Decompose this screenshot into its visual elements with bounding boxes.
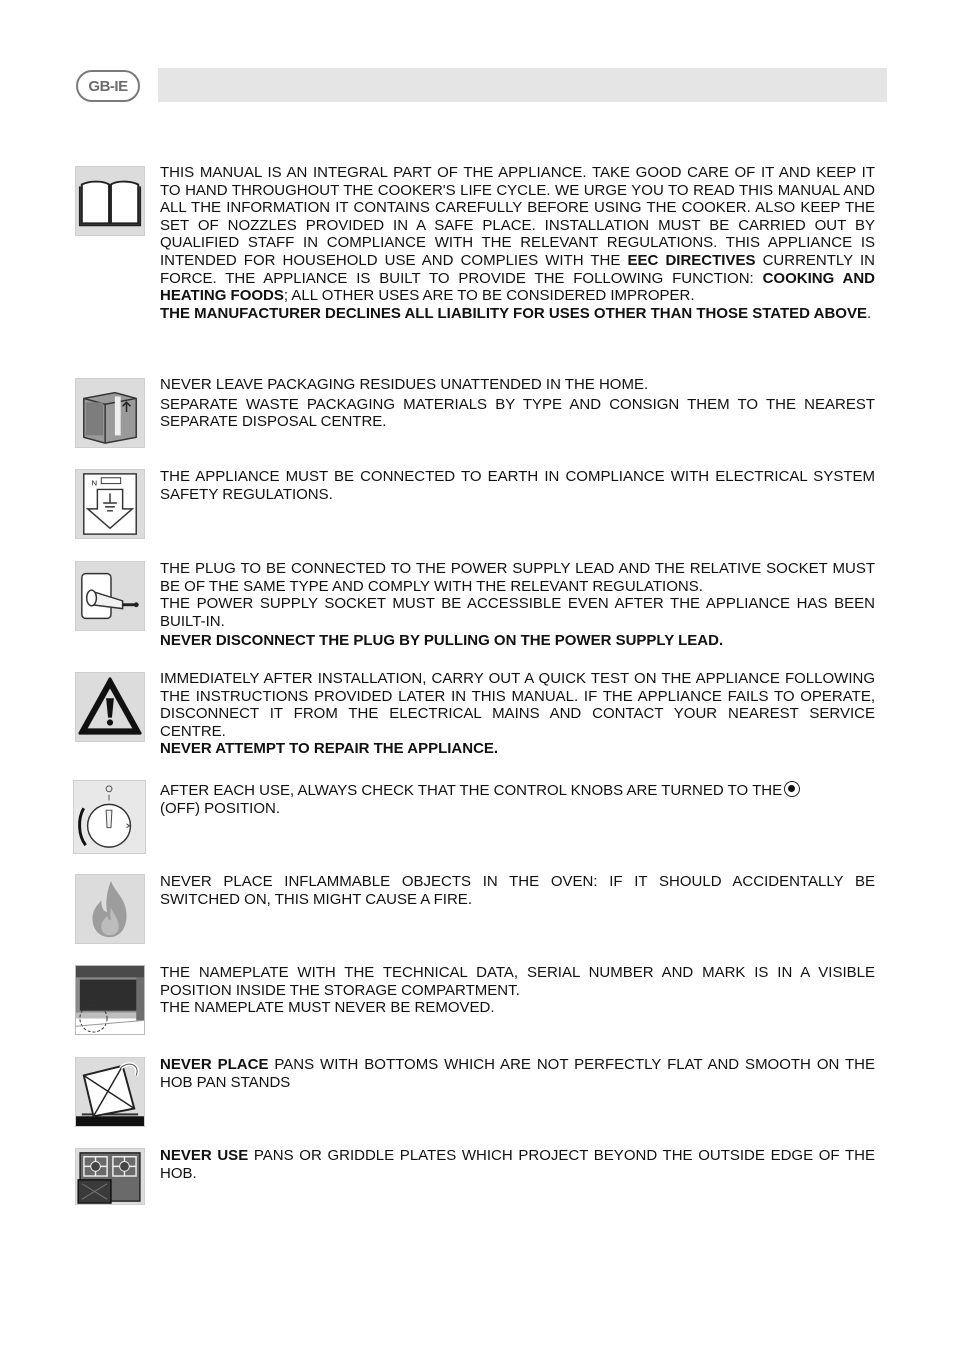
warning-triangle-icon (75, 672, 145, 742)
manual-notice: THIS MANUAL IS AN INTEGRAL PART OF THE APPLIANCE. TAKE GOOD CARE OF IT AND KEEP IT TO HAND THROUGHOUT THE COOKER'S LIFE CYCLE. WE URGE YOU TO READ THIS MANUAL AND ALL THE INFORMATION IT CONTAINS CAREFULLY BEFORE USING THE COOKER. ALSO KEEP THE SET OF NOZZLES PROVIDED IN A SAFE PLACE. INSTALLATION MUST BE CARRIED OUT BY QUALIFIED STAFF IN COMPLIANCE WITH THE RELEVANT REGULATIONS. THIS APPLIANCE IS INTENDED FOR HOUSEHOLD USE AND COMPLIES WITH THE EEC DIRECTIVES CURRENTLY IN FORCE. THE APPLIANCE IS BUILT TO PROVIDE THE FOLLOWING FUNCTION: COOKING AND HEATING FOODS; ALL OTHER USES ARE TO BE CONSIDERED IMPROPER. THE MANUFACTURER DECLINES ALL LIABILITY FOR USES OTHER THAN THOSE STATED ABOVE. (160, 164, 876, 322)
off-position-symbol-icon (784, 781, 800, 797)
manual-book-icon (75, 166, 145, 236)
uneven-pan-icon (75, 1057, 145, 1127)
packaging-box-icon (75, 378, 145, 448)
control-knob-icon (73, 780, 146, 854)
earth-ground-icon (75, 469, 145, 539)
packaging-notice: NEVER LEAVE PACKAGING RESIDUES UNATTENDED IN THE HOME. SEPARATE WASTE PACKAGING MATERIALS BY TYPE AND CONSIGN THEM TO THE NEAREST SEPARATE DISPOSAL CENTRE. (160, 376, 875, 431)
header-bar (158, 68, 887, 102)
plug-socket-icon (75, 561, 145, 631)
language-badge: GB-IE (76, 70, 140, 102)
warning-notice: IMMEDIATELY AFTER INSTALLATION, CARRY OUT A QUICK TEST ON THE APPLIANCE FOLLOWING THE INSTRUCTIONS PROVIDED LATER IN THIS MANUAL. IF THE APPLIANCE FAILS TO OPERATE, DISCONNECT IT FROM THE ELECTRICAL MAINS AND CONTACT YOUR NEAREST SERVICE CENTRE. NEVER ATTEMPT TO REPAIR THE APPLIANCE. (160, 670, 875, 758)
nameplate-notice: THE NAMEPLATE WITH THE TECHNICAL DATA, SERIAL NUMBER AND MARK IS IN A VISIBLE POSITION INSIDE THE STORAGE COMPARTMENT. THE NAMEPLATE MUST NEVER BE REMOVED. (160, 964, 875, 1017)
plug-notice: THE PLUG TO BE CONNECTED TO THE POWER SUPPLY LEAD AND THE RELATIVE SOCKET MUST BE OF THE SAME TYPE AND COMPLY WITH THE RELEVANT REGULATIONS. THE POWER SUPPLY SOCKET MUST BE ACCESSIBLE EVEN AFTER THE APPLIANCE HAS BEEN BUILT-IN. NEVER DISCONNECT THE PLUG BY PULLING ON THE POWER SUPPLY LEAD. (160, 560, 875, 650)
nameplate-compartment-icon (75, 965, 145, 1035)
svg-text:N: N (91, 478, 98, 488)
knob-notice: AFTER EACH USE, ALWAYS CHECK THAT THE CONTROL KNOBS ARE TURNED TO THE (OFF) POSITION. (160, 781, 875, 817)
flame-icon (75, 874, 145, 944)
uneven-pan-notice: NEVER PLACE PANS WITH BOTTOMS WHICH ARE NOT PERFECTLY FLAT AND SMOOTH ON THE HOB PAN STANDS (160, 1056, 875, 1091)
flame-notice: NEVER PLACE INFLAMMABLE OBJECTS IN THE OVEN: IF IT SHOULD ACCIDENTALLY BE SWITCHED ON, THIS MIGHT CAUSE A FIRE. (160, 873, 875, 908)
oversized-pan-hob-icon (75, 1148, 145, 1205)
earth-notice: THE APPLIANCE MUST BE CONNECTED TO EARTH IN COMPLIANCE WITH ELECTRICAL SYSTEM SAFETY REGULATIONS. (160, 468, 875, 503)
oversized-pan-notice: NEVER USE PANS OR GRIDDLE PLATES WHICH PROJECT BEYOND THE OUTSIDE EDGE OF THE HOB. (160, 1147, 875, 1182)
